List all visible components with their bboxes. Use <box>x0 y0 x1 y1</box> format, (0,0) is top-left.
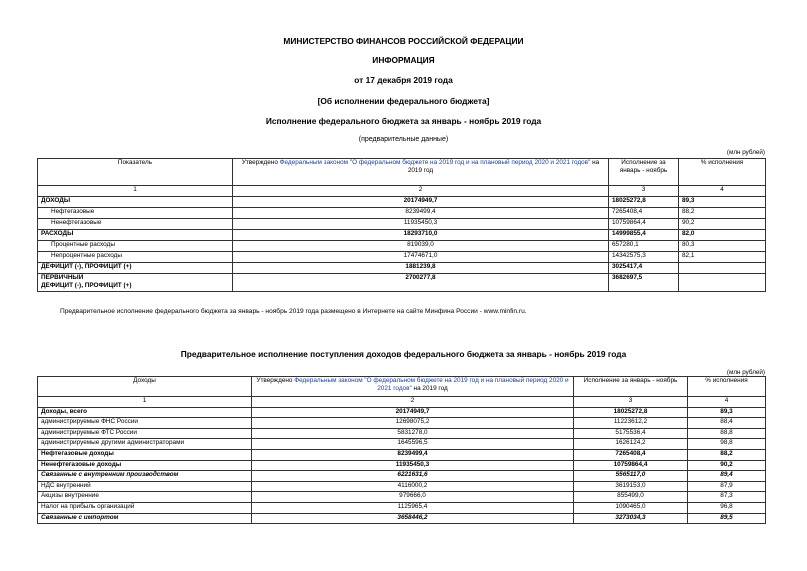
col-header-approved: Утверждено Федеральным законом "О федеральном бюджете на 2019 год и на плановый период 2020 и 2021 годов" на 2019 год <box>233 159 609 186</box>
units-label-1: (млн рублей) <box>726 149 765 156</box>
table-row: Связанные с импортом 3658446,2 3273034,3 89,5 <box>38 513 766 524</box>
table-row: Ненефтегазовые 11935450,3 10759864,4 90,2 <box>38 219 766 230</box>
doc-type-heading: ИНФОРМАЦИЯ <box>372 55 435 65</box>
table-row: Доходы, всего 20174949,7 18025272,8 89,3 <box>38 407 766 418</box>
federal-law-link[interactable]: Федеральным законом "О федеральном бюджете на 2019 год и на плановый период 2020 и 2021 годов" <box>279 159 591 166</box>
col-header-approved: Утверждено Федеральным законом "О федеральном бюджете на 2019 год и на плановый период 2020 и 2021 годов" на 2019 год <box>252 377 574 397</box>
table-row: Нефтегазовые доходы 8239499,4 7265408,4 88,2 <box>38 449 766 460</box>
subject-heading: [Об исполнении федерального бюджета] <box>317 96 490 106</box>
date-heading: от 17 декабря 2019 года <box>354 75 453 85</box>
section2-title: Предварительное исполнение поступления доходов федерального бюджета за январь - ноябрь 2019 года <box>180 349 627 359</box>
table-row: Связанные с внутренним производством 6221631,6 5565117,0 89,4 <box>38 471 766 482</box>
table-row: Нефтегазовые 8239499,4 7265408,4 88,2 <box>38 208 766 219</box>
table-row: Процентные расходы 819039,0 657280,1 80,3 <box>38 241 766 252</box>
ministry-heading: МИНИСТЕРСТВО ФИНАНСОВ РОССИЙСКОЙ ФЕДЕРАЦИИ <box>283 36 524 46</box>
table-row: администрируемые ФНС России 12698075,2 11223612,2 88,4 <box>38 418 766 429</box>
income-table <box>37 376 766 524</box>
table-row: Налог на прибыль организаций 1125965,4 1090465,0 96,8 <box>38 502 766 513</box>
federal-law-link[interactable]: Федеральным законом "О федеральном бюджете на 2019 год и на плановый период 2020 и 2021 годов" <box>294 377 569 392</box>
table-row: Ненефтегазовые доходы 11935450,3 10759864,4 90,2 <box>38 460 766 471</box>
col-header-income: Доходы <box>38 377 252 397</box>
table-header-row <box>38 377 766 397</box>
table-row: администрируемые ФТС России 5831278,0 5175536,4 88,8 <box>38 428 766 439</box>
budget-execution-table <box>37 158 766 292</box>
col-header-exec: Исполнение за январь - ноябрь <box>609 159 679 186</box>
subtitle: (предварительные данные) <box>358 136 449 143</box>
table-header-row <box>38 159 766 186</box>
page-title: Исполнение федерального бюджета за январь - ноябрь 2019 года <box>265 116 542 126</box>
table-row: ДОХОДЫ 20174949,7 18025272,8 89,3 <box>38 197 766 208</box>
table-row: ПЕРВИЧНЫЙ ДЕФИЦИТ (-), ПРОФИЦИТ (+) 2700277,8 3682697,5 <box>38 274 766 292</box>
table-row: администрируемые другими администраторами 1645596,5 1626124,2 98,8 <box>38 439 766 450</box>
col-number-row: 1 2 3 4 <box>38 397 766 408</box>
table-row: Акцизы внутренние 979666,0 855499,0 87,3 <box>38 492 766 503</box>
table-row: НДС внутренний 4116000,2 3619153,0 87,9 <box>38 481 766 492</box>
units-label-2: (млн рублей) <box>726 369 765 376</box>
table-row: РАСХОДЫ 18293710,0 14999855,4 82,0 <box>38 230 766 241</box>
col-header-indicator: Показатель <box>38 159 233 186</box>
table-row: Непроцентные расходы 17474671,0 14342575,3 82,1 <box>38 252 766 263</box>
table-row: ДЕФИЦИТ (-), ПРОФИЦИТ (+) 1881239,8 3025417,4 <box>38 263 766 274</box>
note-text: Предварительное исполнение федерального бюджета за январь - ноябрь 2019 года размещено в Интернете на сайте Минфина России - www.minfin.ru. <box>60 308 527 315</box>
col-header-pct: % исполнения <box>679 159 766 186</box>
col-number-row: 1 2 3 4 <box>38 186 766 197</box>
col-header-pct: % исполнения <box>688 377 766 397</box>
col-header-exec: Исполнение за январь - ноябрь <box>574 377 688 397</box>
